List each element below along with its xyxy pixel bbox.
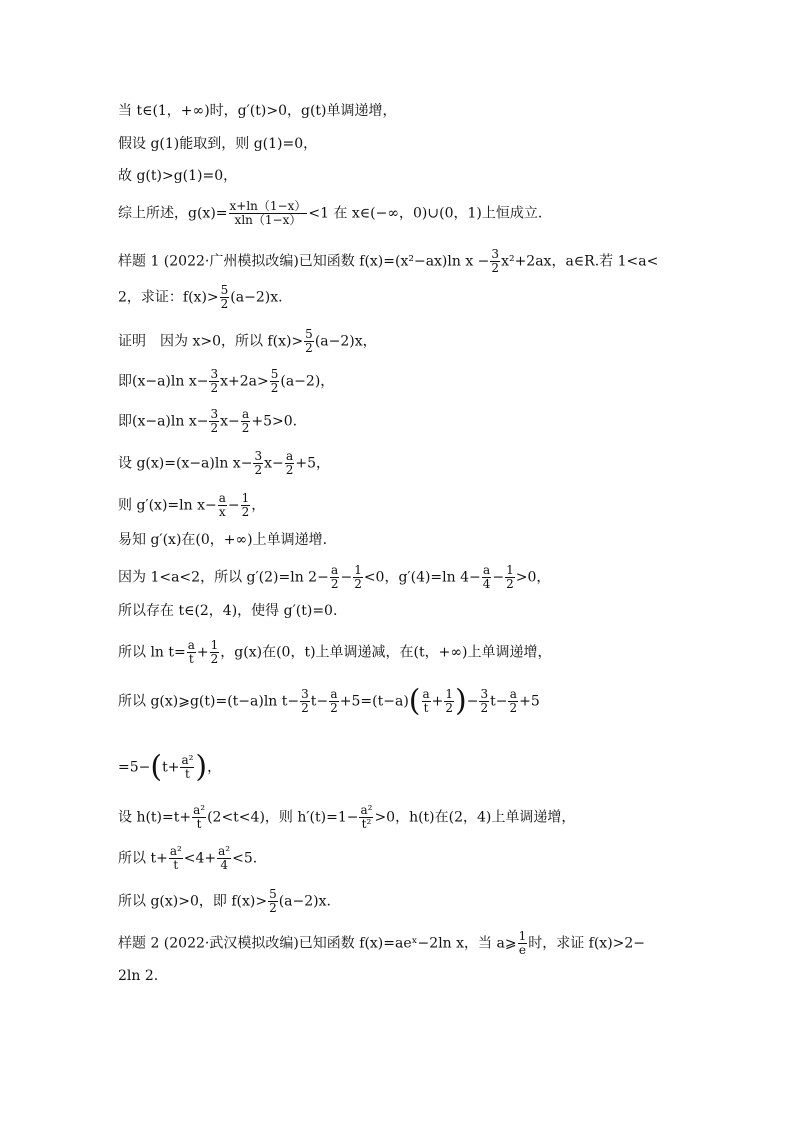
text-line: 证明 因为 x>0，所以 f(x)> $\frac{5}{2}$ (a−2)x，: [118, 327, 377, 355]
fraction: $\frac{5}{2}$: [305, 327, 313, 355]
fraction: $\frac{\text{a²}}{\text{t²}}$: [360, 803, 373, 831]
fraction: $\frac{a}{2}$: [285, 449, 294, 477]
fraction: $\frac{3}{2}$: [254, 449, 263, 477]
fraction: $\frac{a}{t}$: [422, 687, 430, 715]
fraction: $\frac{\text{a²}}{t}$: [181, 753, 194, 781]
fraction: $\frac{1}{2}$: [241, 491, 250, 519]
text-line: 当 t∈(1，+∞)时，g′(t)>0，g(t)单调递增，: [118, 103, 397, 119]
text-line: 所以 g(x)>0，即 f(x)> $\frac{5}{2}$ (a−2)x.: [118, 887, 331, 915]
fraction: $\frac{a}{4}$: [482, 563, 491, 591]
fraction: $\frac{a}{t}$: [187, 638, 195, 666]
text-line: 所以 g(x)⩾g(t)=(t−a)ln t− $\frac{3}{2}$ t− $\frac{a}{2}$ +5=(t−a)( $\frac{a}{t}$ + $\frac{1}{2}$ )− $\frac{3}{2}$ t− $\frac{a}{2}$ +5: [118, 683, 540, 719]
text-line: 样题 1 (2022·广州模拟改编)已知函数 f(x)=(x²−ax)ln x − $\frac{3}{2}$ x²+2ax，a∈R.若 1<a<: [118, 247, 659, 275]
fraction: $\frac{a}{2}$: [330, 687, 338, 715]
fraction: $\frac{\text{a²}}{t}$: [169, 844, 182, 872]
text-line: 所以存在 t∈(2，4)，使得 g′(t)=0.: [118, 603, 338, 619]
fraction: $\frac{3}{2}$: [210, 367, 219, 395]
fraction: $\frac{3}{2}$: [210, 407, 219, 435]
fraction: $\frac{5}{2}$: [220, 283, 229, 311]
text-line: 则 g′(x)=ln x− $\frac{a}{x}$ − $\frac{1}{2}$ ，: [118, 491, 266, 519]
text-line: 易知 g′(x)在(0，+∞)上单调递增.: [118, 532, 328, 548]
text-line: 2ln 2.: [118, 968, 159, 984]
fraction: $\frac{a}{x}$: [218, 491, 226, 519]
fraction: $\frac{5}{2}$: [269, 887, 277, 915]
fraction: $\frac{a}{2}$: [241, 407, 250, 435]
fraction: $\frac{a}{2}$: [509, 687, 518, 715]
text-line: 故 g(t)>g(1)=0，: [118, 168, 238, 184]
fraction: $\frac{1}{2}$: [210, 638, 219, 666]
text-line: 即(x−a)ln x− $\frac{3}{2}$ x− $\frac{a}{2}$ +5>0.: [118, 407, 298, 435]
text-line: 即(x−a)ln x− $\frac{3}{2}$ x+2a> $\frac{5}{2}$ (a−2)，: [118, 367, 335, 395]
fraction: $\frac{\text{a²}}{4}$: [218, 844, 231, 872]
left-paren: (: [150, 749, 163, 785]
fraction: $\frac{3}{2}$: [480, 687, 489, 715]
right-paren: ): [455, 683, 467, 719]
fraction: $\frac{\text{a²}}{t}$: [193, 803, 206, 831]
text-line: 所以 ln t= $\frac{a}{t}$ + $\frac{1}{2}$ ，g(x)在(0，t)上单调递减，在(t，+∞)上单调递增，: [118, 638, 552, 666]
fraction: $\frac{1}{2}$: [445, 687, 454, 715]
fraction: $\frac{x+\ln(1-x)}{xln(1-x)}$: [229, 199, 307, 227]
fraction: $\frac{1}{e}$: [518, 929, 527, 957]
text-line: 设 g(x)=(x−a)ln x− $\frac{3}{2}$ x− $\frac{a}{2}$ +5，: [118, 449, 330, 477]
text-line: =5−(t+ $\frac{\text{a²}}{t}$ )，: [118, 749, 222, 785]
fraction: $\frac{1}{2}$: [354, 563, 362, 591]
text-line: 假设 g(1)能取到，则 g(1)=0，: [118, 136, 318, 152]
left-paren: (: [408, 683, 421, 719]
text-line: 因为 1<a<2，所以 g′(2)=ln 2− $\frac{a}{2}$ − $\frac{1}{2}$ <0，g′(4)=ln 4− $\frac{a}{4}$ − $\frac{1}{2}$ >0，: [118, 563, 551, 591]
text-line: 2，求证：f(x)> $\frac{5}{2}$ (a−2)x.: [118, 283, 283, 311]
text-line: 样题 2 (2022·武汉模拟改编)已知函数 f(x)=aeˣ−2ln x，当 a⩾ $\frac{1}{e}$ 时，求证 f(x)>2−: [118, 929, 646, 957]
fraction: $\frac{3}{2}$: [491, 247, 500, 275]
text-line: 设 h(t)=t+ $\frac{\text{a²}}{t}$ (2<t<4)，则 h′(t)=1− $\frac{\text{a²}}{\text{t²}}$ >0，h(t)在(2，4)上单调递增，: [118, 803, 576, 831]
fraction: $\frac{5}{2}$: [270, 367, 279, 395]
text-line: 所以 t+ $\frac{\text{a²}}{t}$ <4+ $\frac{\text{a²}}{4}$ <5.: [118, 844, 258, 872]
fraction: $\frac{3}{2}$: [301, 687, 309, 715]
right-paren: ): [195, 749, 208, 785]
text-line: 综上所述，g(x)= $\frac{x+\ln(1-x)}{xln(1-x)}$ <1 在 x∈(−∞，0)∪(0，1)上恒成立.: [118, 199, 543, 227]
fraction: $\frac{a}{2}$: [330, 563, 339, 591]
fraction: $\frac{1}{2}$: [506, 563, 514, 591]
